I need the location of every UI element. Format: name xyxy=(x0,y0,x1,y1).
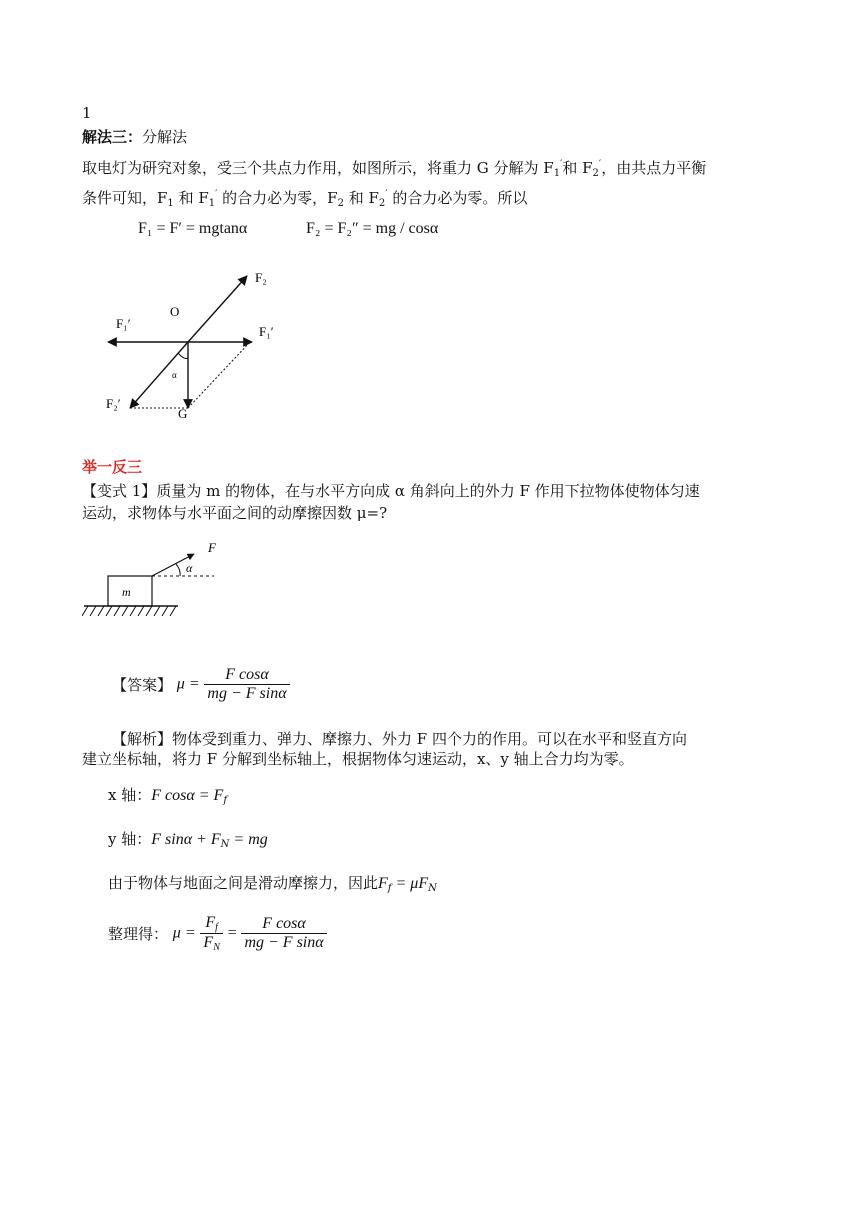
friction-eq-b: = μF xyxy=(391,875,429,892)
analysis-text: 物体受到重力、弹力、摩擦力、外力 F 四个力的作用。可以在水平和竖直方向 xyxy=(172,730,687,748)
final-fraction-2 xyxy=(241,915,326,952)
friction-eq-sub1: f xyxy=(387,883,392,894)
analysis-label: 【解析】 xyxy=(112,730,173,748)
para-text: 的合力必为零，F xyxy=(217,189,338,207)
final-lhs: μ = xyxy=(172,924,196,942)
method-heading-name: 分解法 xyxy=(142,128,188,146)
method-paragraph-line2: 条件可知，$F_1$ 和 $F_1'$ 的合力必为零，$F_2$ 和 $F_2'$ 的合力必为零。所以 xyxy=(82,189,528,209)
answer-numerator: F cosα xyxy=(204,666,289,685)
x-axis-eq: F cosα = F xyxy=(151,787,224,804)
para-text: 取电灯为研究对象，受三个共点力作用，如图所示，将重力 G 分解为 F xyxy=(82,159,554,177)
force-decomposition-diagram xyxy=(100,262,300,422)
final-fraction-1 xyxy=(200,914,222,953)
method-heading xyxy=(82,126,187,147)
final-num2: F cosα xyxy=(241,915,326,934)
f2-arrow xyxy=(188,276,247,342)
label-f2: F₂ xyxy=(255,270,267,285)
variant-text: 质量为 m 的物体，在与水平方向成 α 角斜向上的外力 F 作用下拉物体使物体匀速 xyxy=(156,482,700,500)
section-title: 举一反三 xyxy=(82,458,143,476)
equation-f2: F₂ = F₂″ = mg / cosα xyxy=(306,220,439,237)
para-text: ，由共点力平衡 xyxy=(601,159,707,177)
friction-eq-sub2: N xyxy=(428,883,437,894)
angle-arc xyxy=(176,564,180,576)
para-text: 的合力必为零。所以 xyxy=(387,189,528,207)
para-text: 条件可知，F xyxy=(82,189,168,207)
label-f1-prime-right: F₁′ xyxy=(259,324,274,339)
x-axis-eq-sub: f xyxy=(223,795,228,806)
final-label: 整理得： xyxy=(108,925,169,943)
answer-lhs: μ = xyxy=(176,675,200,693)
f2-prime-arrow xyxy=(130,342,188,408)
analysis-line2: 建立坐标轴，将力 F 分解到坐标轴上，根据物体匀速运动，x、y 轴上合力均为零。 xyxy=(82,750,634,768)
method-heading-label: 解法三： xyxy=(82,128,143,146)
answer-block xyxy=(112,666,290,703)
page-number: 1 xyxy=(82,104,92,122)
final-den1: F xyxy=(203,934,214,951)
y-axis-eq-b: = mg xyxy=(229,831,268,848)
ground-hatching xyxy=(82,606,176,616)
variant-line2: 运动，求物体与水平面之间的动摩擦因数 μ=? xyxy=(82,504,388,522)
label-alpha: α xyxy=(172,370,177,380)
final-result xyxy=(108,914,327,953)
y-axis-eq-sub: N xyxy=(220,839,230,850)
x-axis-equation xyxy=(108,784,227,806)
y-axis-equation xyxy=(108,828,268,850)
label-f: F xyxy=(208,540,216,555)
para-text: 和 F xyxy=(173,189,209,207)
friction-text: 由于物体与地面之间是滑动摩擦力，因此 xyxy=(108,874,379,892)
label-o: O xyxy=(170,304,180,319)
answer-fraction xyxy=(204,666,289,703)
para-text: 和 F xyxy=(562,159,593,177)
label-f1-prime-left: F₁′ xyxy=(116,316,131,331)
answer-label: 【答案】 xyxy=(112,676,173,694)
para-text: 和 F xyxy=(343,189,379,207)
x-axis-label: x 轴： xyxy=(108,786,152,804)
y-axis-eq-a: F sinα + F xyxy=(151,831,221,848)
label-f2-prime: F₂′ xyxy=(106,396,121,411)
angle-arc xyxy=(178,353,188,358)
dashed-line xyxy=(188,342,250,408)
y-axis-label: y 轴： xyxy=(108,830,152,848)
answer-denominator: mg − F sinα xyxy=(207,685,287,702)
block-diagram xyxy=(82,538,232,622)
friction-statement xyxy=(108,872,437,894)
friction-eq-a: F xyxy=(378,875,388,892)
equation-f1: F₁ = F′ = mgtanα xyxy=(138,220,248,237)
variant-label: 【变式 1】 xyxy=(82,482,157,500)
final-equals: = xyxy=(227,924,237,942)
method-paragraph-line1: 取电灯为研究对象，受三个共点力作用，如图所示，将重力 G 分解为 $F_1'$和 $F_2'$，由共点力平衡 xyxy=(82,159,707,179)
final-den1-sub: N xyxy=(213,942,220,953)
label-alpha: α xyxy=(186,561,193,575)
final-den2: mg − F sinα xyxy=(244,934,324,951)
final-num1-sub: f xyxy=(215,922,218,933)
label-m: m xyxy=(122,585,131,599)
final-num1: F xyxy=(205,914,216,931)
label-g: G xyxy=(178,406,188,421)
